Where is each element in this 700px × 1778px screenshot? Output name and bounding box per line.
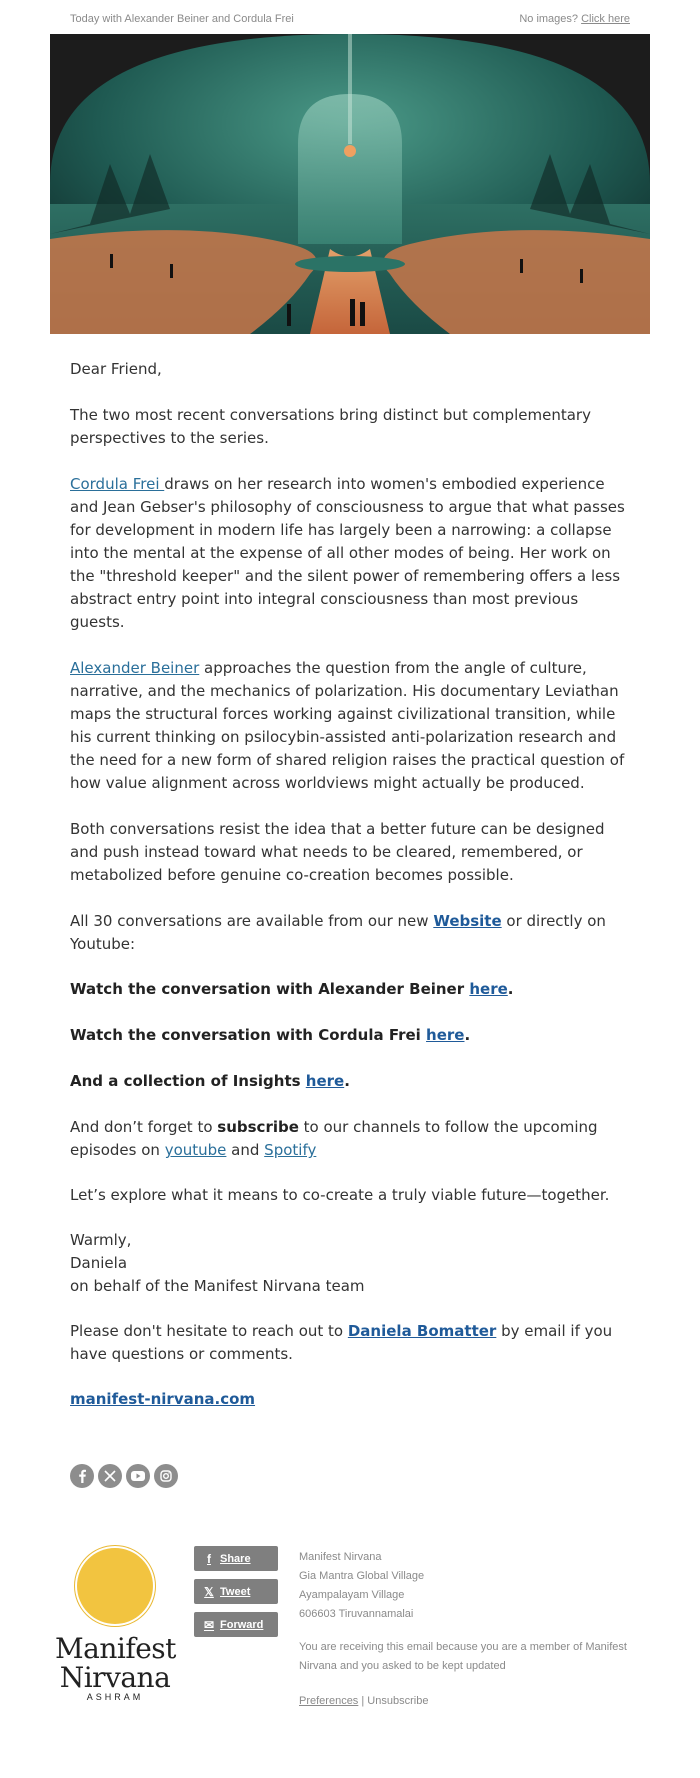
- share-buttons: [194, 1546, 278, 1645]
- contact-text-end: by email if you have questions or comments.: [70, 1322, 613, 1363]
- insights-here-link[interactable]: here: [305, 1072, 345, 1090]
- site-paragraph: [70, 1388, 630, 1411]
- contact-text: Please don't hesitate to reach out to: [70, 1322, 348, 1340]
- logo-subtitle: ASHRAM: [86, 1692, 144, 1702]
- greeting: Dear Friend,: [70, 360, 162, 378]
- logo-line-1: Manifest: [55, 1632, 176, 1665]
- share-label: Share: [220, 1552, 251, 1565]
- watch-cordula-line: [70, 1024, 630, 1047]
- hero-illustration: [50, 34, 650, 334]
- click-here-link[interactable]: Click here: [581, 13, 630, 25]
- and-text: and: [226, 1141, 265, 1159]
- sun-icon: [77, 1548, 153, 1624]
- instagram-icon[interactable]: [154, 1464, 178, 1488]
- footer-address-block: [299, 1548, 649, 1711]
- address-line: 606603 Tiruvannamalai: [299, 1608, 414, 1620]
- tweet-button[interactable]: [194, 1579, 278, 1604]
- both-paragraph: Both conversations resist the idea that a better future can be designed and push instead toward what needs to be cleared, remembered, or metabolized before genuine co-creation becomes possible.: [70, 820, 605, 884]
- contact-paragraph: [70, 1320, 630, 1366]
- email-body: [0, 334, 700, 1411]
- all-conversations-paragraph: [70, 910, 630, 956]
- social-links: [0, 1434, 700, 1488]
- facebook-icon: f: [207, 1551, 211, 1566]
- forward-label: Forward: [220, 1618, 264, 1631]
- no-images-text: No images?: [519, 13, 579, 25]
- insights-text: And a collection of Insights: [70, 1072, 306, 1090]
- intro-paragraph: The two most recent conversations bring distinct but complementary perspectives to the series.: [70, 406, 591, 447]
- youtube-icon[interactable]: [126, 1464, 150, 1488]
- manifest-nirvana-logo: [55, 1548, 175, 1702]
- watch-cordula-here-link[interactable]: here: [426, 1026, 465, 1044]
- insights-line: [70, 1070, 630, 1093]
- alexander-beiner-link[interactable]: Alexander Beiner: [70, 659, 200, 677]
- warmly: Warmly,: [70, 1231, 132, 1249]
- period: .: [464, 1026, 471, 1044]
- cordula-paragraph: [70, 473, 630, 634]
- all-conversations-text: All 30 conversations are available from our new: [70, 912, 434, 930]
- alexander-paragraph: [70, 657, 630, 795]
- watch-alexander-line: [70, 978, 630, 1001]
- address-line: Manifest Nirvana: [299, 1551, 382, 1563]
- website-url-link[interactable]: manifest-nirvana.com: [70, 1390, 256, 1408]
- explore-paragraph: Let’s explore what it means to co-create a truly viable future—together.: [70, 1186, 610, 1204]
- all-conversations-text-end: or directly on Youtube:: [70, 912, 606, 953]
- hero-image: [50, 34, 650, 334]
- spotify-link[interactable]: Spotify: [264, 1141, 317, 1159]
- no-images-notice: [519, 13, 630, 25]
- forward-button[interactable]: [194, 1612, 278, 1637]
- watch-cordula-text: Watch the conversation with Cordula Frei: [70, 1026, 427, 1044]
- daniela-bomatter-link[interactable]: Daniela Bomatter: [347, 1322, 497, 1340]
- subscribe-text-mid: to our channels to follow the upcoming episodes on: [70, 1118, 598, 1159]
- signer-name: Daniela: [70, 1254, 128, 1272]
- period: .: [507, 980, 514, 998]
- signature: [70, 1229, 630, 1298]
- cordula-frei-link[interactable]: Cordula Frei: [70, 475, 165, 493]
- x-icon: 𝕏: [204, 1584, 214, 1599]
- share-button[interactable]: [194, 1546, 278, 1571]
- address-line: Gia Mantra Global Village: [299, 1570, 425, 1582]
- watch-alexander-here-link[interactable]: here: [469, 980, 508, 998]
- behalf-text: on behalf of the Manifest Nirvana team: [70, 1277, 365, 1295]
- x-icon[interactable]: [98, 1464, 122, 1488]
- youtube-link[interactable]: youtube: [164, 1141, 227, 1159]
- link-separator: |: [361, 1695, 365, 1707]
- facebook-icon[interactable]: [70, 1464, 94, 1488]
- subscribe-paragraph: [70, 1116, 630, 1162]
- preheader-text: Today with Alexander Beiner and Cordula Frei: [70, 13, 294, 25]
- watch-alexander-text: Watch the conversation with Alexander Beiner: [70, 980, 470, 998]
- footer: [0, 1528, 700, 1778]
- preheader: [0, 0, 700, 34]
- subscribe-bold: subscribe: [217, 1118, 299, 1136]
- logo-line-2: Nirvana: [59, 1661, 171, 1694]
- subscribe-text: And don’t forget to: [70, 1118, 218, 1136]
- website-link[interactable]: Website: [433, 912, 502, 930]
- footer-links: [299, 1692, 649, 1711]
- subscription-notice: You are receiving this email because you are a member of Manifest Nirvana and you asked to be kept updated: [299, 1641, 627, 1672]
- period: .: [344, 1072, 350, 1090]
- tweet-label: Tweet: [220, 1585, 251, 1598]
- envelope-icon: ✉: [203, 1617, 215, 1632]
- unsubscribe-link[interactable]: Unsubscribe: [367, 1695, 429, 1707]
- cordula-description: draws on her research into women's embodied experience and Jean Gebser's philosophy of consciousness to argue that what passes for development in modern life has largely been a narrowing: a collapse into the mental at the expense of all other modes of being. Her work on the "threshold keeper" and the silent power of remembering offers a less abstract entry point into integral consciousness than most previous guests.: [70, 475, 625, 631]
- logo-wordmark: [55, 1634, 175, 1692]
- alexander-description: approaches the question from the angle of culture, narrative, and the mechanics of polarization. His documentary Leviathan maps the structural forces working against civilizational transition, while his current thinking on psilocybin-assisted anti-polarization research and the need for a new form of shared religion raises the practical question of how value alignment across worldviews might actually be produced.: [70, 659, 625, 792]
- preferences-link[interactable]: Preferences: [299, 1695, 359, 1707]
- address-line: Ayampalayam Village: [299, 1589, 405, 1601]
